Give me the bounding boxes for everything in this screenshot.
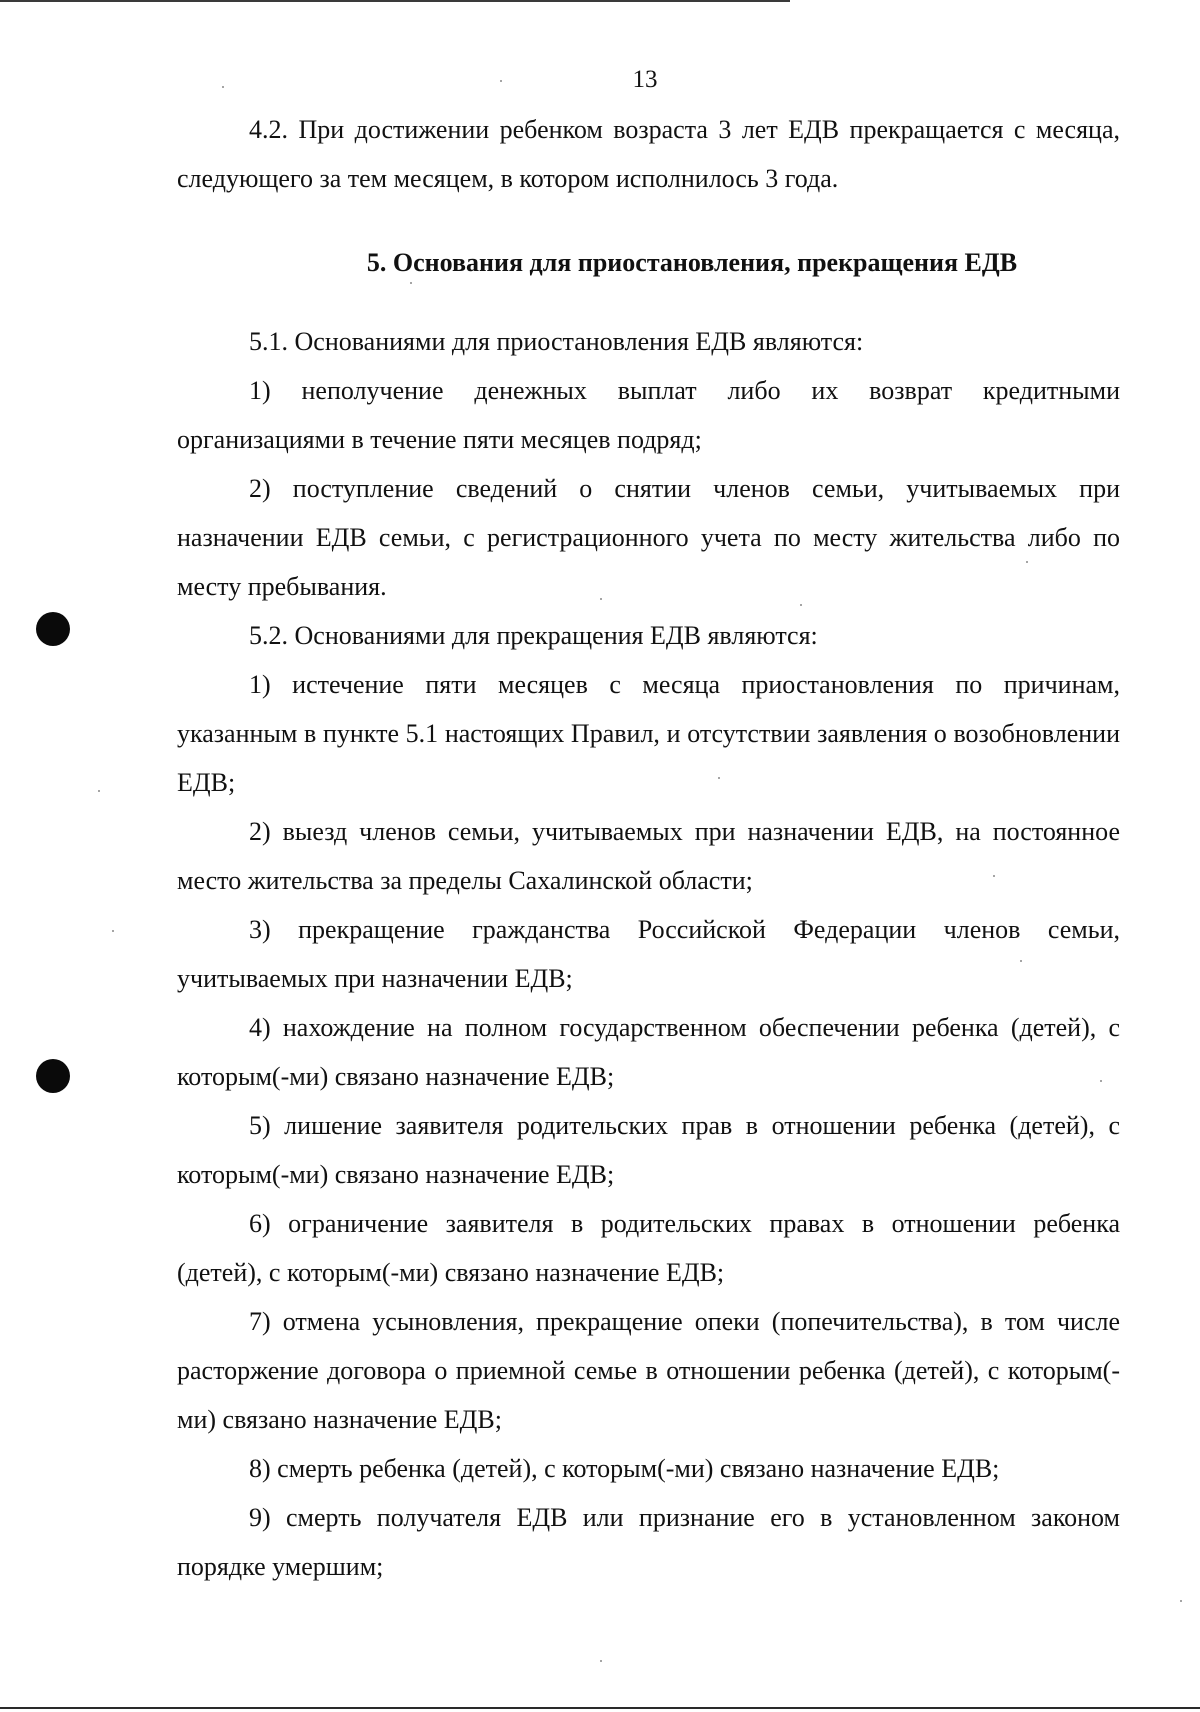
scan-speck [600, 1660, 602, 1662]
scan-speck [112, 930, 114, 932]
paragraph-5-1: 5.1. Основаниями для приостановления ЕДВ являются: [249, 327, 864, 356]
punch-hole-upper [36, 612, 70, 646]
scan-edge-top [0, 0, 790, 2]
list-item-5-2-6: 6) ограничение заявителя в родительских правах в отношении ребенка (детей), с которым(-ми) связано назначение ЕДВ; [177, 1209, 1120, 1287]
list-item-5-2-8: 8) смерть ребенка (детей), с которым(-ми) связано назначение ЕДВ; [249, 1454, 1000, 1483]
list-item-5-2-5: 5) лишение заявителя родительских прав в отношении ребенка (детей), с которым(-ми) связано назначение ЕДВ; [177, 1111, 1120, 1189]
section-5-heading: 5. Основания для приостановления, прекращения ЕДВ [366, 248, 1018, 277]
scan-speck [1180, 1600, 1182, 1602]
list-item-5-2-9: 9) смерть получателя ЕДВ или признание его в установленном законом порядке умершим; [177, 1503, 1120, 1581]
list-item-5-2-3: 3) прекращение гражданства Российской Федерации членов семьи, учитываемых при назначении ЕДВ; [177, 915, 1120, 993]
paragraph-4-2: 4.2. При достижении ребенком возраста 3 лет ЕДВ прекращается с месяца, следующего за тем месяцем, в котором исполнилось 3 года. [177, 115, 1120, 193]
page-number: 13 [632, 66, 658, 93]
punch-hole-lower [36, 1059, 70, 1093]
section-4-text [177, 105, 1120, 203]
scan-edge-bottom [0, 1707, 1200, 1709]
paragraph-5-2: 5.2. Основаниями для прекращения ЕДВ являются: [249, 621, 818, 650]
list-item-5-2-1: 1) истечение пяти месяцев с месяца приостановления по причинам, указанным в пункте 5.1 настоящих Правил, и отсутствии заявления о возобновлении ЕДВ; [177, 670, 1120, 797]
list-item-5-2-2: 2) выезд членов семьи, учитываемых при назначении ЕДВ, на постоянное место жительства за пределы Сахалинской области; [177, 817, 1120, 895]
list-item-5-2-7: 7) отмена усыновления, прекращение опеки (попечительства), в том числе расторжение договора о приемной семье в отношении ребенка (детей), с которым(-ми) связано назначение ЕДВ; [177, 1307, 1120, 1434]
list-item-5-2-4: 4) нахождение на полном государственном обеспечении ребенка (детей), с которым(-ми) связано назначение ЕДВ; [177, 1013, 1120, 1091]
scan-speck [98, 790, 100, 792]
section-5-text [177, 317, 1120, 1591]
list-item-5-1-2: 2) поступление сведений о снятии членов семьи, учитываемых при назначении ЕДВ семьи, с регистрационного учета по месту жительства либо по месту пребывания. [177, 474, 1120, 601]
list-item-5-1-1: 1) неполучение денежных выплат либо их возврат кредитными организациями в течение пяти месяцев подряд; [177, 376, 1120, 454]
